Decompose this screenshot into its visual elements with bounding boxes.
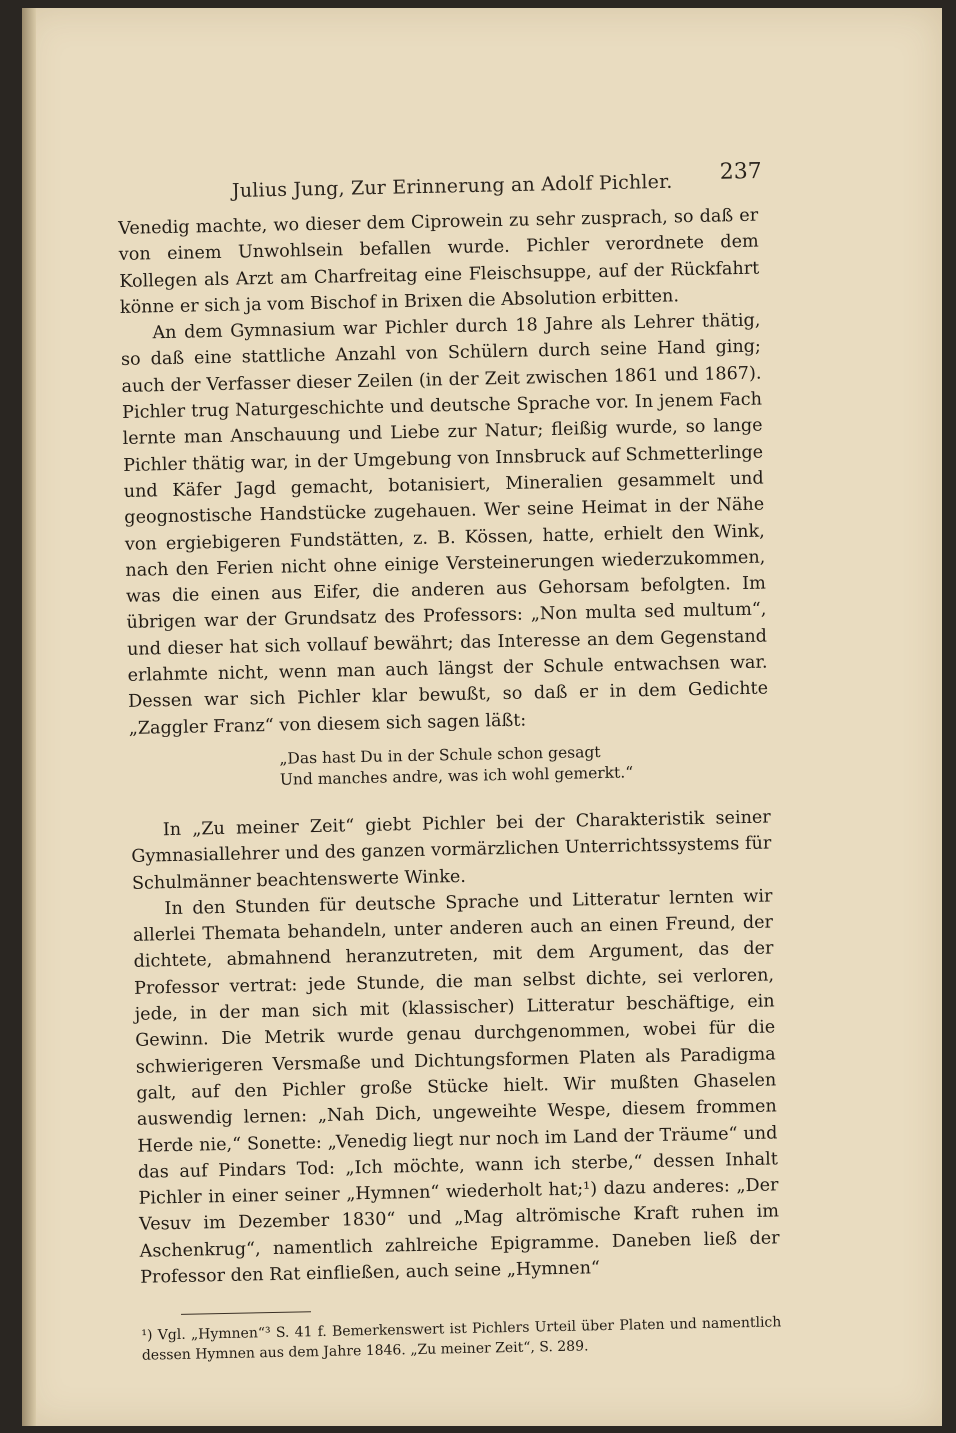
paragraph: An dem Gymnasium war Pichler durch 18 Jahre als Lehrer thätig, so daß eine stattliche Anzahl von Schülern durch seine Hand ging; auch der Verfasser dieser Zeilen (in der Zeit zwischen 1861 und 1867). Pichler trug Naturgeschichte und deutsche Sprache vor. In jenem Fach lernte man Anschauung und Liebe zur Natur; fleißig wurde, so lange Pichler thätig war, in der Umgebung von Innsbruck auf Schmetterlinge und Käfer Jagd gemacht, botanisiert, Mineralien gesammelt und geognostische Handstücke zugehauen. Wer seine Heimat in der Nähe von ergiebigeren Fundstätten, z. B. Kössen, hatte, erhielt den Wink, nach den Ferien nicht ohne einige Versteinerungen wiederzukommen, was die einen aus Eifer, die anderen aus Gehorsam befolgten. Im übrigen war der Grundsatz des Professors: „Non multa sed multum“, und dieser hat sich vollauf bewährt; das Interesse an dem Gegenstand erlahmte nicht, wenn man auch längst der Schule entwachsen war. Dessen war sich Pichler klar bewußt, so daß er in dem Gedichte „Zaggler Franz“ von diesem sich sagen läßt:: [120, 310, 769, 739]
running-title: Julius Jung, Zur Erinnerung an Adolf Pichler.: [231, 170, 673, 202]
book-page: [22, 8, 942, 1426]
footnote: ¹) Vgl. „Hymnen“³ S. 41 f. Bemerkenswert ist Pichlers Urteil über Platen und namentlich dessen Hymnen aus dem Jahre 1846. „Zu meiner Zeit“, S. 289.: [141, 1314, 782, 1365]
running-header: [232, 159, 763, 210]
footnote-divider: [181, 1311, 311, 1315]
verse-line: „Das hast Du in der Schule schon gesagt: [279, 742, 601, 768]
page-body: [118, 203, 782, 1366]
paragraph: In den Stunden für deutsche Sprache und Litteratur lernten wir allerlei Themata behandeln, unter anderen auch an einen Freund, der dichtete, abmahnend heranzutreten, mit dem Argument, das der Professor vertrat: jede Stunde, die man selbst dichte, sei verloren, jede, in der man sich mit (klassischer) Litteratur beschäftige, ein Gewinn. Die Metrik wurde genau durchgenommen, wobei für die schwierigeren Versmaße und Dichtungsformen Platen als Paradigma galt, auf den Pichler große Stücke hielt. Wir mußten Ghaselen auswendig lernen: „Nah Dich, ungeweihte Wespe, diesem frommen Herde nie,“ Sonette: „Venedig liegt nur noch im Land der Träume“ und das auf Pindars Tod: „Ich möchte, wann ich sterbe,“ dessen Inhalt Pichler in einer seiner „Hymnen“ wiederholt hat;¹) dazu anderes: „Der Vesuv im Dezember 1830“ und „Mag altrömische Kraft ruhen im Aschenkrug“, namentlich zahlreiche Epigramme. Daneben ließ der Professor den Rat einfließen, auch seine „Hymnen“: [132, 886, 780, 1288]
page-gutter: [22, 8, 36, 1426]
verse-quote: [129, 738, 770, 793]
page-number: 237: [719, 158, 762, 185]
paragraph: In „Zu meiner Zeit“ giebt Pichler bei der Charakteristik seiner Gymnasiallehrer und des ganzen vormärzlichen Unterrichtssystems für Schulmänner beachtenswerte Winke.: [131, 807, 772, 894]
verse-line: Und manches andre, was ich wohl gemerkt.“: [279, 763, 634, 789]
paragraph: Venedig machte, wo dieser dem Ciprowein zu sehr zusprach, so daß er von einem Unwohlsein befallen wurde. Pichler verordnete dem Kollegen als Arzt am Charfreitag eine Fleischsuppe, auf der Rückfahrt könne er sich ja vom Bischof in Brixen die Absolution erbitten.: [118, 205, 760, 318]
